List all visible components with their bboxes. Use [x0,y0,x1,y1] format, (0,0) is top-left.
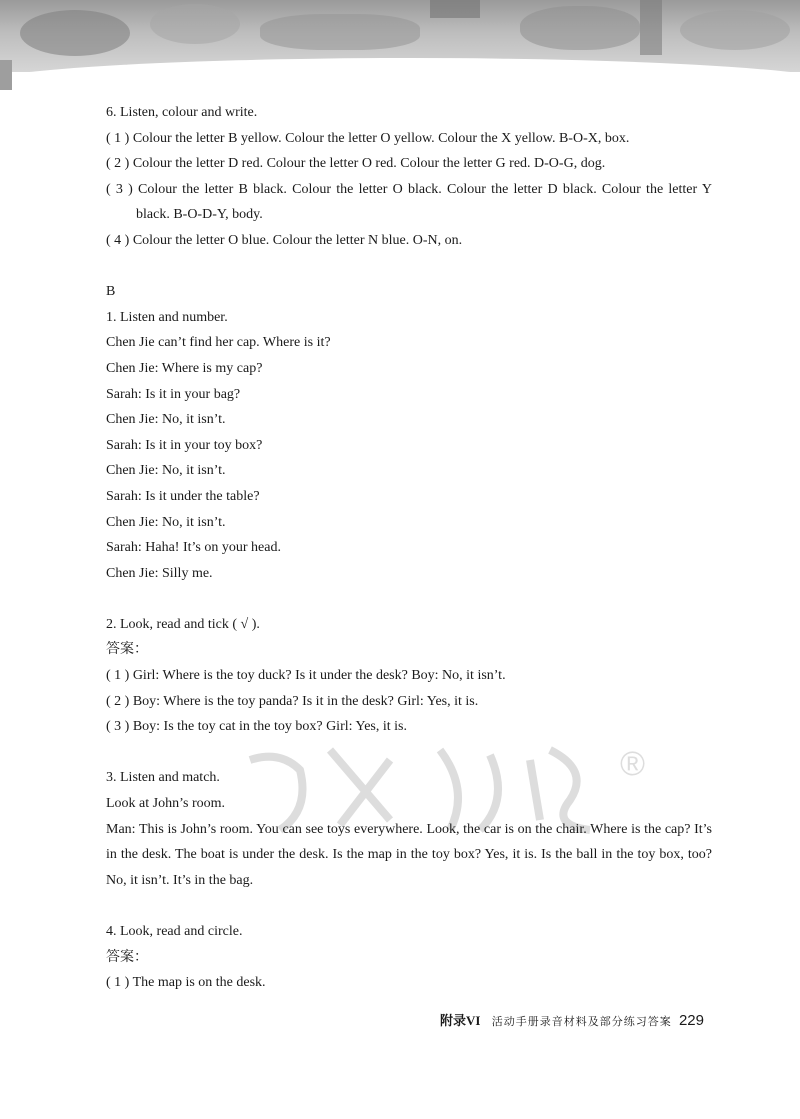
page-footer [440,1010,720,1034]
page-edge-strip [0,60,12,90]
dialogue-line: Sarah: Is it in your bag? [106,386,241,402]
page-content [106,100,712,996]
list-item: ( 3 ) Boy: Is the toy cat in the toy box? Girl: Yes, it is. [106,719,407,735]
intro-line: Look at John’s room. [106,796,225,812]
dialogue-line: Chen Jie can’t find her cap. Where is it? [106,335,331,351]
dialogue-line: Chen Jie: No, it isn’t. [106,412,226,428]
answer-label: 答案： [106,949,148,965]
appendix-title: 活动手册录音材料及部分练习答案 [491,1015,672,1028]
dialogue-line: Chen Jie: Silly me. [106,565,213,581]
list-item: ( 1 ) Colour the letter B yellow. Colour the letter O yellow. Colour the X yellow. B-O-X, box. [106,130,630,146]
dialogue-line: Sarah: Is it in your toy box? [106,437,263,453]
registered-mark: ® [620,745,646,783]
section-heading: 1. Listen and number. [106,309,228,325]
section-heading: 4. Look, read and circle. [106,924,243,939]
appendix-label: 附录VI [440,1013,481,1028]
dialogue-line: Sarah: Haha! It’s on your head. [106,540,281,556]
list-item: ( 4 ) Colour the letter O blue. Colour the letter N blue. O-N, on. [106,232,463,248]
list-item: ( 3 ) Colour the letter B black. Colour the letter O black. Colour the letter D black. Colour the letter Y black. B-O-D-Y, body. [106,181,712,223]
dialogue-line: Sarah: Is it under the table? [106,488,260,504]
list-item: ( 1 ) The map is on the desk. [106,975,266,991]
dialogue-line: Chen Jie: No, it isn’t. [106,514,226,530]
section-heading: 3. Listen and match. [106,770,220,786]
part-label: B [106,284,116,300]
header-banner-illustration [0,0,800,72]
dialogue-line: Chen Jie: No, it isn’t. [106,463,226,479]
list-item: ( 2 ) Colour the letter D red. Colour the letter O red. Colour the letter G red. D-O-G, dog. [106,156,606,172]
dialogue-line: Chen Jie: Where is my cap? [106,360,263,376]
list-item: ( 1 ) Girl: Where is the toy duck? Is it under the desk? Boy: No, it isn’t. [106,668,506,684]
list-item: ( 2 ) Boy: Where is the toy panda? Is it in the desk? Girl: Yes, it is. [106,693,479,709]
answer-label: 答案： [106,642,148,658]
transcript-paragraph: Man: This is John’s room. You can see toys everywhere. Look, the car is on the chair. Where is the cap? It’s in the desk. The boat is under the desk. Is the map in the toy box? Yes, it is. Is the ball in the toy box, too? No, it isn’t. It’s in the bag. [106,821,712,888]
section-heading: 2. Look, read and tick ( √ ). [106,616,260,632]
page-number: 229 [678,1012,704,1029]
section-heading: 6. Listen, colour and write. [106,105,258,120]
